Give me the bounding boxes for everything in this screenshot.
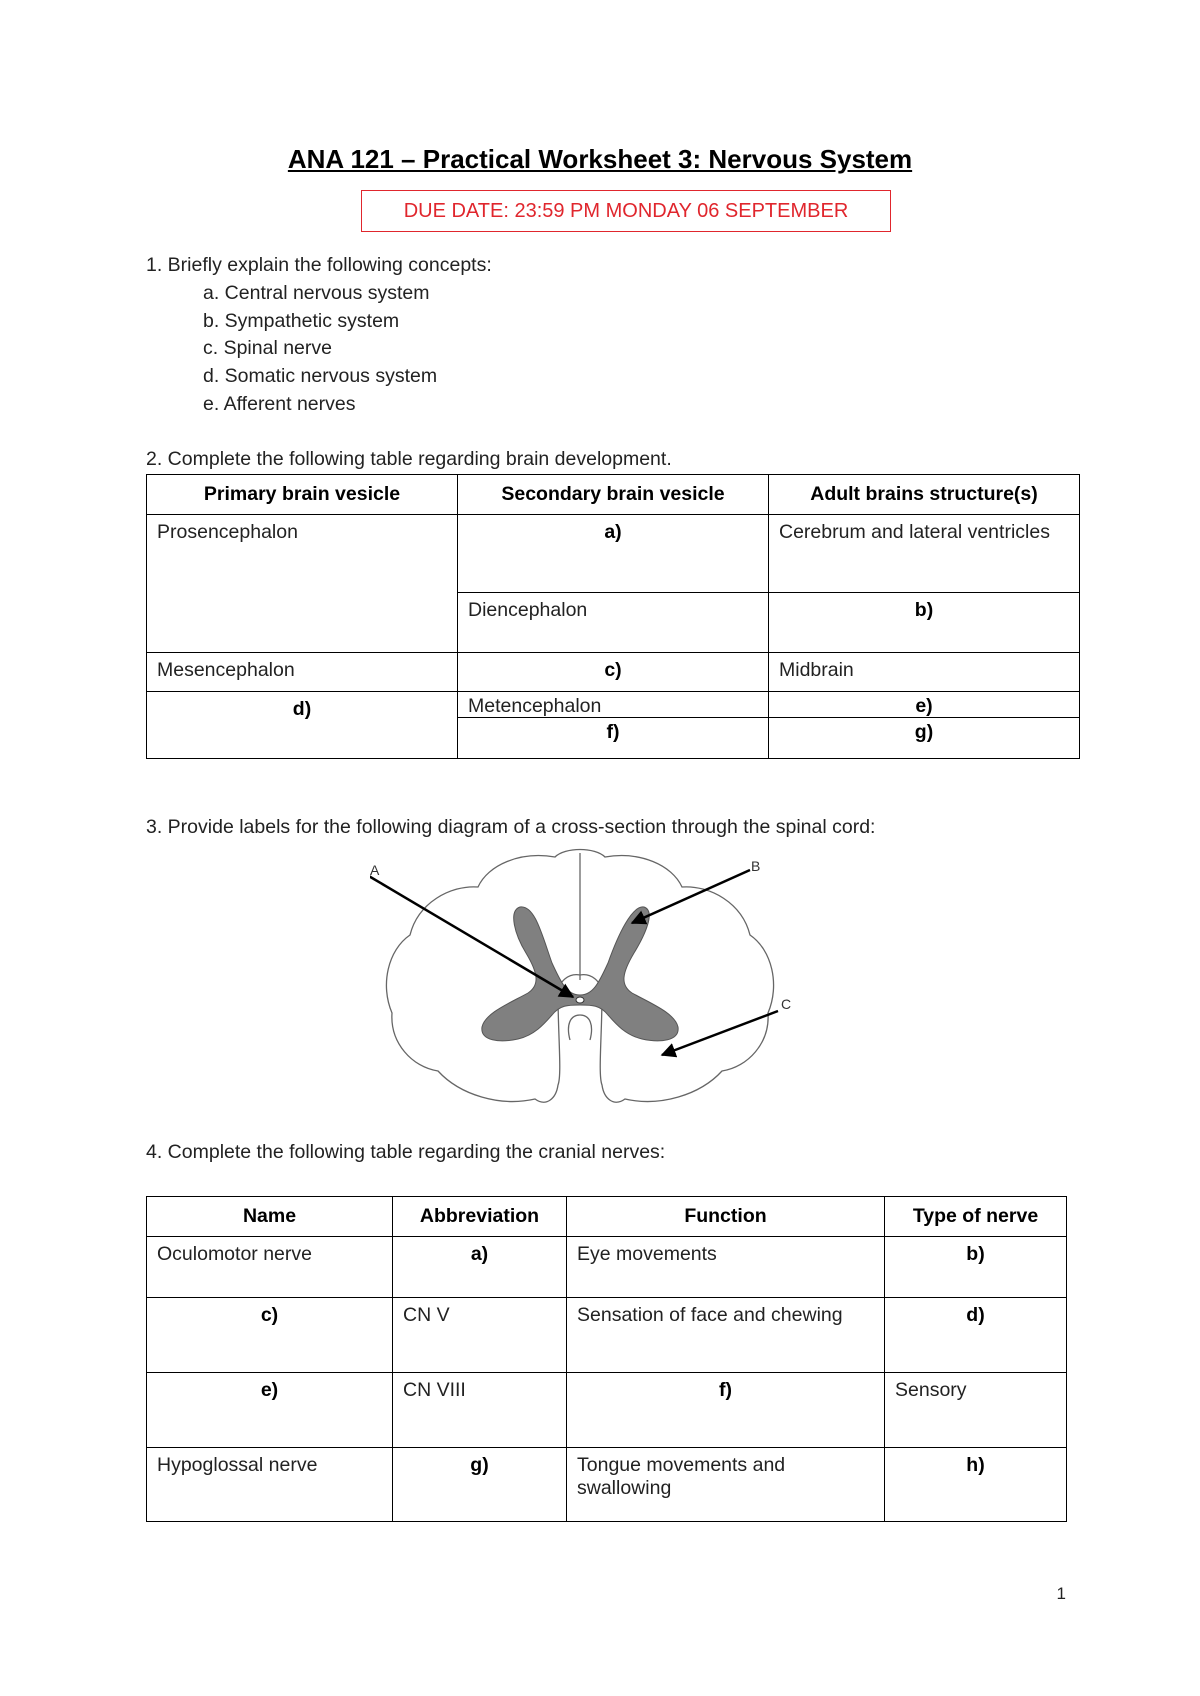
page-number: 1 — [1056, 1584, 1066, 1603]
table-cell: CN V — [393, 1298, 567, 1373]
q1-prompt: 1. Briefly explain the following concepts: — [146, 254, 492, 276]
table-header: Primary brain vesicle — [147, 475, 458, 515]
answer-a: a) — [458, 515, 769, 593]
answer-e: e) — [769, 692, 1079, 718]
answer-cell: c) — [147, 1298, 393, 1373]
cell-midbrain: Midbrain — [769, 653, 1080, 692]
answer-b: b) — [769, 593, 1080, 653]
cell-metencephalon: Metencephalon — [458, 692, 768, 718]
answer-cell: g) — [393, 1448, 567, 1522]
label-b: B — [751, 858, 761, 874]
table-header: Name — [147, 1197, 393, 1237]
table-header: Adult brains structure(s) — [769, 475, 1080, 515]
q1-item-b: b. Sympathetic system — [203, 310, 400, 332]
table-cell: Sensory — [885, 1373, 1067, 1448]
answer-d: d) — [147, 692, 458, 759]
cell-mesencephalon: Mesencephalon — [147, 653, 458, 692]
answer-cell: d) — [885, 1298, 1067, 1373]
cell-eg-group — [769, 692, 1080, 759]
q1-item-d: d. Somatic nervous system — [203, 365, 438, 387]
table-cell: CN VIII — [393, 1373, 567, 1448]
central-canal — [576, 997, 584, 1003]
q4-prompt: 4. Complete the following table regarding the cranial nerves: — [146, 1141, 666, 1163]
table-header: Function — [567, 1197, 885, 1237]
answer-cell: b) — [885, 1237, 1067, 1298]
cell-cerebrum: Cerebrum and lateral ventricles — [769, 515, 1080, 593]
due-date-box: DUE DATE: 23:59 PM MONDAY 06 SEPTEMBER — [361, 190, 891, 232]
cranial-nerves-table — [146, 1196, 1067, 1522]
answer-c: c) — [458, 653, 769, 692]
cell-metencephalon-group — [458, 692, 769, 759]
q3-prompt: 3. Provide labels for the following diagram of a cross-section through the spinal cord: — [146, 816, 876, 838]
q2-prompt: 2. Complete the following table regarding brain development. — [146, 448, 672, 470]
table-cell: Eye movements — [567, 1237, 885, 1298]
q1-item-e: e. Afferent nerves — [203, 393, 356, 415]
anterior-fissure — [568, 1015, 591, 1040]
answer-cell: a) — [393, 1237, 567, 1298]
table-cell: Hypoglossal nerve — [147, 1448, 393, 1522]
answer-f: f) — [606, 721, 620, 743]
answer-cell: h) — [885, 1448, 1067, 1522]
answer-g: g) — [914, 721, 934, 743]
spinal-cord-diagram — [370, 845, 800, 1115]
table-cell: Tongue movements and swallowing — [567, 1448, 885, 1522]
q1-item-a: a. Central nervous system — [203, 282, 430, 304]
page-title: ANA 121 – Practical Worksheet 3: Nervous System — [287, 144, 913, 174]
table-cell: Oculomotor nerve — [147, 1237, 393, 1298]
cell-prosencephalon: Prosencephalon — [147, 515, 458, 653]
answer-cell: e) — [147, 1373, 393, 1448]
brain-development-table — [146, 474, 1080, 759]
table-header: Secondary brain vesicle — [458, 475, 769, 515]
label-c: C — [781, 996, 792, 1012]
cell-diencephalon: Diencephalon — [458, 593, 769, 653]
label-a: A — [370, 862, 380, 878]
table-cell: Sensation of face and chewing — [567, 1298, 885, 1373]
table-header: Type of nerve — [885, 1197, 1067, 1237]
answer-cell: f) — [567, 1373, 885, 1448]
q1-item-c: c. Spinal nerve — [203, 337, 332, 359]
table-header: Abbreviation — [393, 1197, 567, 1237]
